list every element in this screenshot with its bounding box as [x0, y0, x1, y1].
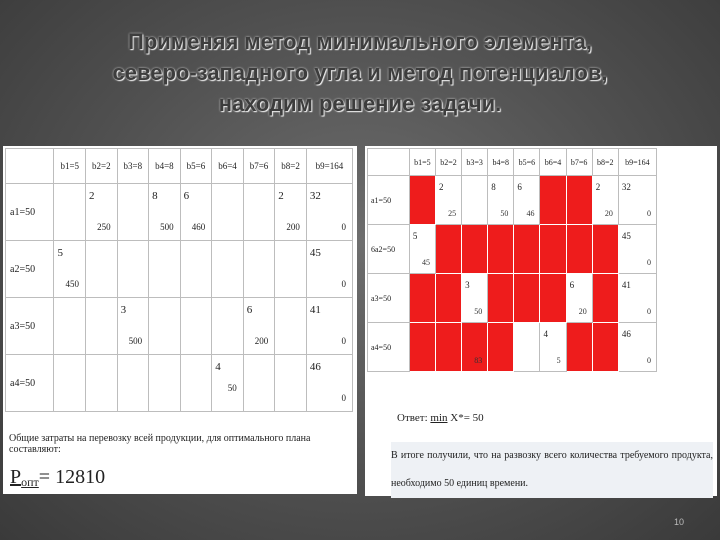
- table-cell: [435, 225, 461, 274]
- corner-cell: [6, 149, 54, 184]
- table-cell: [180, 298, 212, 355]
- transport-table-right: [367, 148, 657, 372]
- table-cell: 46 0: [618, 323, 656, 372]
- optimal-cost-result: [10, 466, 105, 490]
- answer-prefix: Ответ:: [397, 412, 431, 424]
- table-cell: [566, 323, 592, 372]
- transport-table-left: [5, 148, 353, 412]
- table-cell: 3 500: [117, 298, 149, 355]
- table-cell: [514, 225, 540, 274]
- table-cell: 2 250: [86, 184, 118, 241]
- header-cell: b9=164: [306, 149, 352, 184]
- table-cell: 41 0: [618, 274, 656, 323]
- table-cell: [117, 241, 149, 298]
- table-cell: 5 450: [54, 241, 86, 298]
- table-cell: 5 45: [409, 225, 435, 274]
- header-cell: b2=2: [435, 149, 461, 176]
- table-cell: [275, 241, 307, 298]
- title-line-3: находим решение задачи.: [218, 91, 502, 116]
- result-symbol: P: [10, 466, 22, 488]
- summary-paragraph: В итоге получили, что на развозку всего количества требуемого продукта, необходимо 50 единиц времени.: [391, 442, 713, 498]
- table-cell: [566, 225, 592, 274]
- page-number: 10: [673, 517, 684, 527]
- table-cell: [540, 176, 566, 225]
- header-cell: b2=2: [86, 149, 118, 184]
- header-cell: b7=6: [243, 149, 275, 184]
- header-cell: b1=5: [409, 149, 435, 176]
- table-header-row: [6, 149, 353, 184]
- table-cell: 32 0: [306, 184, 352, 241]
- table-cell: [540, 274, 566, 323]
- left-solution-panel: [3, 146, 357, 494]
- answer-min: min: [430, 412, 448, 424]
- table-cell: [488, 323, 514, 372]
- table-cell: 6 460: [180, 184, 212, 241]
- corner-cell: [368, 149, 410, 176]
- table-cell: [409, 176, 435, 225]
- header-cell: b9=164: [618, 149, 656, 176]
- table-cell: [275, 298, 307, 355]
- header-cell: b6=4: [212, 149, 244, 184]
- table-row: [6, 298, 353, 355]
- row-label: a2=50: [6, 241, 54, 298]
- row-label: 6a2=50: [368, 225, 410, 274]
- table-cell: [488, 225, 514, 274]
- table-cell: 41 0: [306, 298, 352, 355]
- header-cell: b4=8: [488, 149, 514, 176]
- right-solution-panel: [365, 146, 717, 496]
- table-cell: 46 0: [306, 355, 352, 412]
- table-cell: [409, 323, 435, 372]
- row-label: a4=50: [368, 323, 410, 372]
- table-cell: 6 200: [243, 298, 275, 355]
- table-cell: 4 5: [540, 323, 566, 372]
- table-cell: [592, 225, 618, 274]
- title-line-1: Применяя метод минимального элемента,: [128, 29, 592, 54]
- table-cell: [212, 184, 244, 241]
- table-cell: [212, 241, 244, 298]
- table-row: [368, 225, 657, 274]
- table-cell: 3 50: [462, 274, 488, 323]
- table-cell: 32 0: [618, 176, 656, 225]
- title-line-2: северо-западного угла и метод потенциалов,: [112, 60, 608, 85]
- table-cell: [435, 274, 461, 323]
- total-cost-note: Общие затраты на перевозку всей продукции, для оптимального плана составляют:: [9, 433, 311, 455]
- table-cell: 8 50: [488, 176, 514, 225]
- table-cell: [592, 274, 618, 323]
- result-subscript: опт: [21, 475, 39, 489]
- row-label: a4=50: [6, 355, 54, 412]
- table-cell: [86, 241, 118, 298]
- table-cell: [243, 184, 275, 241]
- table-cell: [54, 184, 86, 241]
- table-cell: 4 50: [212, 355, 244, 412]
- header-cell: b1=5: [54, 149, 86, 184]
- row-label: a1=50: [368, 176, 410, 225]
- header-cell: b8=2: [275, 149, 307, 184]
- table-cell: [462, 225, 488, 274]
- table-cell: 83: [462, 323, 488, 372]
- table-cell: [514, 274, 540, 323]
- table-row: [368, 176, 657, 225]
- table-cell: [54, 355, 86, 412]
- table-row: [368, 274, 657, 323]
- table-cell: [117, 184, 149, 241]
- table-cell: [149, 298, 181, 355]
- header-cell: b5=6: [514, 149, 540, 176]
- table-cell: [243, 241, 275, 298]
- answer-line: [397, 412, 484, 424]
- header-cell: b3=8: [117, 149, 149, 184]
- table-cell: [540, 225, 566, 274]
- table-row: [368, 323, 657, 372]
- table-cell: [514, 323, 540, 372]
- table-cell: 6 20: [566, 274, 592, 323]
- table-cell: [117, 355, 149, 412]
- table-cell: 6 46: [514, 176, 540, 225]
- slide-title: [30, 26, 690, 119]
- table-cell: 2 200: [275, 184, 307, 241]
- table-cell: [435, 323, 461, 372]
- table-cell: [275, 355, 307, 412]
- table-cell: [592, 323, 618, 372]
- header-cell: b4=8: [149, 149, 181, 184]
- row-label: a3=50: [368, 274, 410, 323]
- result-value: = 12810: [38, 466, 106, 488]
- table-cell: [180, 241, 212, 298]
- table-cell: [488, 274, 514, 323]
- header-cell: b6=4: [540, 149, 566, 176]
- table-cell: 45 0: [618, 225, 656, 274]
- table-cell: [149, 355, 181, 412]
- table-cell: [86, 355, 118, 412]
- table-header-row: [368, 149, 657, 176]
- table-row: [6, 241, 353, 298]
- table-cell: 45 0: [306, 241, 352, 298]
- header-cell: b5=6: [180, 149, 212, 184]
- table-cell: 8 500: [149, 184, 181, 241]
- table-cell: [409, 274, 435, 323]
- table-cell: [243, 355, 275, 412]
- header-cell: b8=2: [592, 149, 618, 176]
- header-cell: b7=6: [566, 149, 592, 176]
- table-row: [6, 355, 353, 412]
- header-cell: b3=3: [462, 149, 488, 176]
- table-cell: [54, 298, 86, 355]
- answer-value: X*= 50: [447, 412, 484, 424]
- table-cell: [462, 176, 488, 225]
- table-cell: [212, 298, 244, 355]
- table-cell: 2 20: [592, 176, 618, 225]
- row-label: a1=50: [6, 184, 54, 241]
- table-row: [6, 184, 353, 241]
- table-cell: [566, 176, 592, 225]
- row-label: a3=50: [6, 298, 54, 355]
- table-cell: [86, 298, 118, 355]
- table-cell: 2 25: [435, 176, 461, 225]
- table-cell: [180, 355, 212, 412]
- table-cell: [149, 241, 181, 298]
